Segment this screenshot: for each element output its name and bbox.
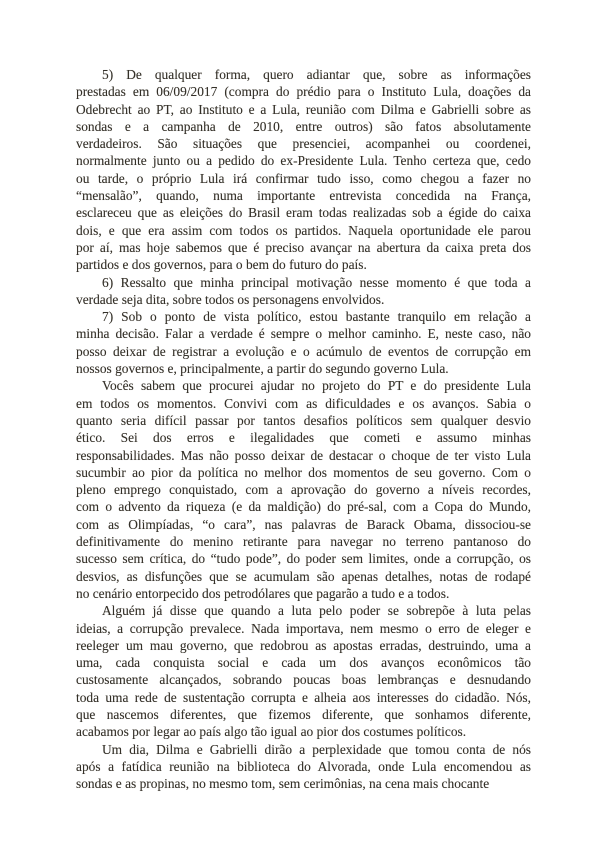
text-line: sondas e a campanha de 2010, entre outros) são fatos absolutamente <box>76 118 531 134</box>
text-line: com as Olimpíadas, “o cara”, nas palavras de Barack Obama, dissociou-se <box>76 516 531 532</box>
text-line: 6) Ressalto que minha principal motivação nesse momento é que toda a <box>102 274 531 290</box>
text-line: desvios, as disfunções que se acumulam são apenas detalhes, notas de rodapé <box>76 568 531 584</box>
text-line: verdadeiros. São situações que presenciei, acompanhei ou coordenei, <box>76 136 531 152</box>
text-line: ético. Sei dos erros e ilegalidades que cometi e assumo minhas <box>76 430 531 446</box>
text-line: sucesso sem crítica, do “tudo pode”, do poder sem limites, onde a corrupção, os <box>76 551 531 567</box>
text-line: 7) Sob o ponto de vista político, estou bastante tranquilo em relação a <box>102 309 531 325</box>
text-line: “mensalão”, quando, numa importante entrevista concedida na França, <box>76 188 531 204</box>
text-line: reeleger um mau governo, que redobrou as apostas erradas, destruindo, uma a <box>76 637 531 653</box>
text-line: Alguém já disse que quando a luta pelo poder se sobrepõe à luta pelas <box>102 603 531 619</box>
paragraph <box>76 308 531 377</box>
text-line: normalmente junto ou a pedido do ex-Presidente Lula. Tenho certeza que, cedo <box>76 153 531 169</box>
text-line: Um dia, Dilma e Gabrielli dirão a perplexidade que tomou conta de nós <box>102 741 531 757</box>
text-line: esclareceu que as eleições do Brasil eram todas realizadas sob a égide do caixa <box>76 205 531 221</box>
text-line: definitivamente do menino retirante para navegar no terreno pantanoso do <box>76 534 531 550</box>
text-line: quanto seria difícil passar por tantos desafios políticos sem qualquer desvio <box>76 412 531 428</box>
text-line: acabamos por legar ao país algo tão igual ao pior dos costumes políticos. <box>76 724 467 740</box>
text-line: no cenário entorpecido dos petrodólares que pagarão a tudo e a todos. <box>76 585 450 601</box>
text-line: minha decisão. Falar a verdade é sempre o melhor caminho. E, neste caso, não <box>76 326 531 342</box>
text-line: custosamente alcançados, sobrando poucas boas lembranças e desnudando <box>76 672 531 688</box>
text-line: após a fatídica reunião na biblioteca do Alvorada, onde Lula encomendou as <box>76 758 531 774</box>
text-line: que nascemos diferentes, que fizemos diferente, que sonhamos diferente, <box>76 706 531 722</box>
text-line: toda uma rede de sustentação corrupta e alheia aos interesses do cidadão. Nós, <box>76 689 531 705</box>
text-line: por aí, mas hoje sabemos que é preciso avançar na abertura da caixa preta dos <box>76 239 531 255</box>
text-line: Odebrecht ao PT, ao Instituto e a Lula, reunião com Dilma e Gabrielli sobre as <box>76 101 531 117</box>
paragraph <box>76 377 531 602</box>
text-line: em todos os momentos. Convivi com as dificuldades e os avanços. Sabia o <box>76 395 531 411</box>
text-line: nossos governos e, principalmente, a partir do segundo governo Lula. <box>76 361 449 377</box>
text-line: ou tarde, o próprio Lula irá confirmar tudo isso, como chegou a fazer no <box>76 170 531 186</box>
text-line: uma, cada conquista social e cada um dos avanços econômicos tão <box>76 655 531 671</box>
paragraph <box>76 741 531 793</box>
paragraph <box>76 66 531 274</box>
text-line: ideias, a corrupção prevalece. Nada importava, nem mesmo o erro de eleger e <box>76 620 531 636</box>
text-line: Vocês sabem que procurei ajudar no projeto do PT e do presidente Lula <box>102 378 531 394</box>
text-line: com o advento da riqueza (e da maldição) do pré-sal, com a Copa do Mundo, <box>76 499 531 515</box>
text-line: dois, e que era assim com todos os partidos. Naquela oportunidade ele parou <box>76 222 531 238</box>
text-line: verdade seja dita, sobre todos os personagens envolvidos. <box>76 291 385 307</box>
text-line: posso deixar de registrar a evolução e o acúmulo de eventos de corrupção em <box>76 343 531 359</box>
text-line: responsabilidades. Mas não posso deixar de destacar o choque de ter visto Lula <box>76 447 531 463</box>
text-line: sondas e as propinas, no mesmo tom, sem cerimônias, na cena mais chocante <box>76 776 490 792</box>
text-line: sucumbir ao pior da política no melhor dos momentos de seu governo. Com o <box>76 464 531 480</box>
paragraph <box>76 602 531 740</box>
text-line: prestadas em 06/09/2017 (compra do prédio para o Instituto Lula, doações da <box>76 84 531 100</box>
paragraph <box>76 274 531 309</box>
text-line: 5) De qualquer forma, quero adiantar que, sobre as informações <box>102 67 531 82</box>
text-line: pleno emprego conquistado, com a aprovação do governo a níveis recordes, <box>76 482 531 498</box>
text-line: partidos e dos governos, para o bem do futuro do país. <box>76 257 367 273</box>
document-text-block <box>76 66 531 792</box>
